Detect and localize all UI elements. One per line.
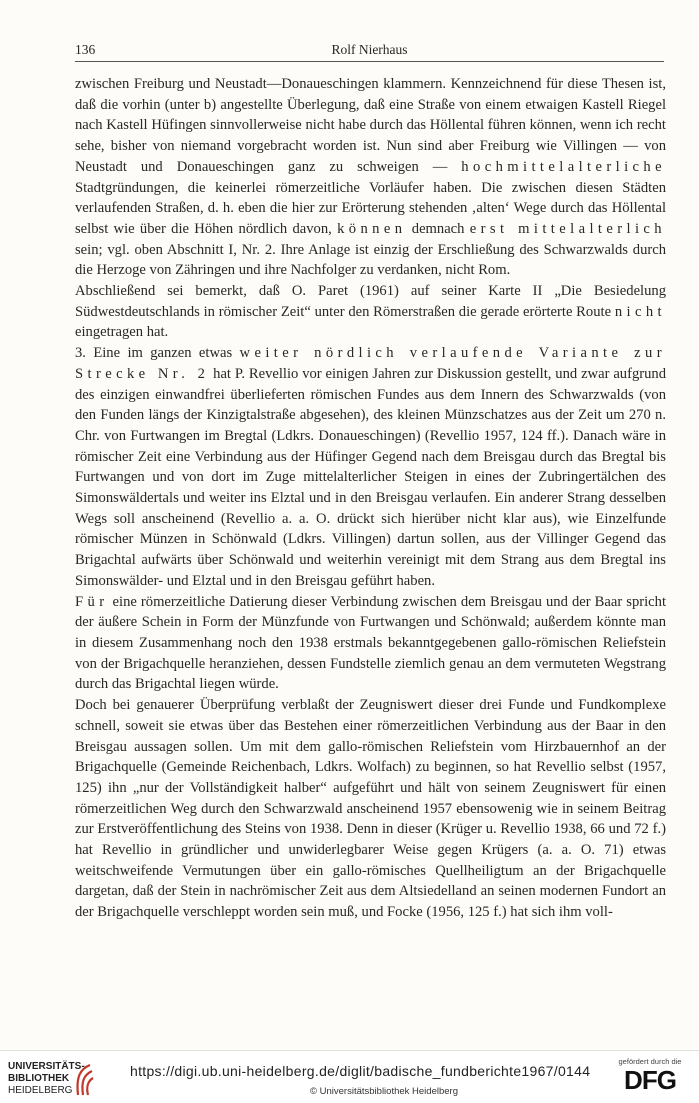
dfg-logo: DFG [624,1065,676,1095]
text-run: Abschließend sei bemerkt, daß O. Paret (1961) auf seiner Karte II „Die Besiedelung Südwestdeutschlands in römischer Zeit“ unter den Römerstraßen die gerade erörterte Route [75,283,666,320]
text-run: hat P. Revellio vor einigen Jahren zur Diskussion gestellt, und zwar aufgrund des einzigen einwandfrei überlieferten römischen Fundes aus dem Innern des Schwarzwalds (von den Funden längs der Kinzigtalstraße abgesehen), des kleinen Münzschatzes aus der Zeit um 270 n. Chr. von Furtwangen im Bregtal (Ldkrs. Donaueschingen) (Revellio 1957, 124 ff.). Danach wäre in römischer Zeit eine Verbindung aus der Hüfinger Gegend nach dem Breisgau durch das Bregtal bis Furtwangen und von dort im Zuge mittelalterlicher Steigen in eines der Zubringertälchen des Simonswäldertals und weiter ins Elztal und in den Breisgau verlaufen. Ein anderer Strang desselben Wegs soll anscheinend (Revellio a. a. O. drückt sich hierüber nicht klar aus), wie Einzelfunde römischer Münzen in Schönwald (Ldkrs. Villingen) dartun sollen, aus der Villinger Gegend das Brigachtal aufwärts über Schönwald und weiterhin vereinigt mit dem Strang aus dem Bregtal ins Simonswälder- und Elztal und in den Breisgau geführt haben. [75,365,666,589]
text-run: 3. Eine im ganzen etwas [75,345,240,362]
paragraph [75,695,666,923]
library-name-line1: UNIVERSITÄTS- [8,1061,85,1072]
paragraph [75,281,666,343]
spaced-emphasis: erst mittelalterlich [469,220,666,237]
ub-heidelberg-logo-icon [72,1063,94,1097]
running-title: Rolf Nierhaus [331,42,408,57]
spaced-emphasis: weiter nördlich verlaufende Variante zur Strecke Nr. 2 [75,345,666,382]
text-run: demnach [406,220,470,237]
text-run: zwischen Freiburg und Neustadt—Donaueschingen klammern. Kennzeichnend für diese Thesen ist, daß die vorhin (unter b) angestellte Überlegung, daß eine Straße von einem etwaigen Kastell Riegel nach Kastell Hüfingen sinnvollerweise nicht habe durch das Höllental führen können, wenn ich recht sehe, bisher von niemand vorgebracht worden ist. Nun sind aber Freiburg wie Villingen — von Neustadt und Donaueschingen ganz zu schweigen — [75,76,666,175]
text-run: Stadtgründungen, die keinerlei römerzeitliche Vorläufer haben. Die zwischen diesen Städten verlaufenden Straßen, d. h. eben die hier zur Erörterung stehenden ‚alten‘ Wege durch das Höllental selbst wie über die Höhen nördlich davon, [75,179,666,237]
page-number: 136 [75,42,96,57]
paragraph [75,343,666,591]
sponsor-text: gefördert durch die [618,1057,682,1066]
library-logo[interactable] [8,1059,128,1099]
spaced-emphasis: können [337,220,407,237]
paragraph [75,74,666,281]
library-name-line3: HEIDELBERG [8,1085,73,1096]
paragraph [75,592,666,696]
spaced-emphasis: Für [75,593,109,610]
dfg-sponsor-logo[interactable] [615,1057,685,1099]
viewer-footer [0,1050,699,1103]
spaced-emphasis: nicht [614,303,666,320]
header-rule [75,61,664,62]
spaced-emphasis: hochmittelalterliche [461,158,666,175]
text-run: Doch bei genauerer Überprüfung verblaßt der Zeugniswert dieser drei Funde und Fundkomplexe schnell, soweit sie etwas über das Bestehen einer römerzeitlichen Verbindung aus der Baar in den Breisgau aussagen sollen. Um mit dem gallo-römischen Reliefstein vom Hirzbauernhof an der Brigachquelle (Gemeinde Reichenbach, Ldkrs. Wolfach) zu beginnen, so hat Revellio selbst (1957, 125) ihn „nur der Vollständigkeit halber“ aufgeführt und hält von seinem Zeugniswert für einen römerzeitlichen Weg durch den Schwarzwald anscheinend 1957 ebensowenig wie in seinem Beitrag zur Erstveröffentlichung des Steins von 1938. Denn in dieser (Krüger u. Revellio 1938, 66 und 72 f.) hat Revellio in gründlicher und unwiderlegbarer Weise gegen Krügers (a. a. O. 71) etwas weitschweifende Vermutungen über ein gallo-römisches Quellheiligtum an der Brigachquelle dargetan, daß der Stein in nachrömischer Zeit aus dem Altsiedelland an seinen modernen Fundort an der Brigachquelle verschleppt worden sein muß, und Focke (1956, 125 f.) hat sich ihm voll- [75,697,666,921]
text-run: sein; vgl. oben Abschnitt I, Nr. 2. Ihre Anlage ist einzig der Erschließung des Schwarzwalds durch die Herzoge von Zähringen und ihre Nachfolger zu verdanken, nicht Rom. [75,241,666,279]
copyright-notice: © Universitätsbibliothek Heidelberg [310,1086,458,1097]
library-name-line2: BIBLIOTHEK [8,1073,70,1084]
text-run: eingetragen hat. [75,324,169,341]
permalink-url[interactable]: https://digi.ub.uni-heidelberg.de/diglit/badische_fundberichte1967/0144 [130,1063,591,1079]
text-run: eine römerzeitliche Datierung dieser Verbindung zwischen dem Breisgau und der Baar spricht der äußere Schein in Form der Münzfunde von Furtwangen und Schönwald; außerdem könnte man in diesem Zusammenhang noch den 1938 erstmals bekanntgegebenen gallo-römischen Reliefstein von der Brigachquelle heranziehen, dessen Fundstelle ziemlich genau an dem vermuteten Wegstrang durch das Brigachtal liegen würde. [75,593,666,693]
body-text [75,74,666,923]
running-header [75,40,664,60]
